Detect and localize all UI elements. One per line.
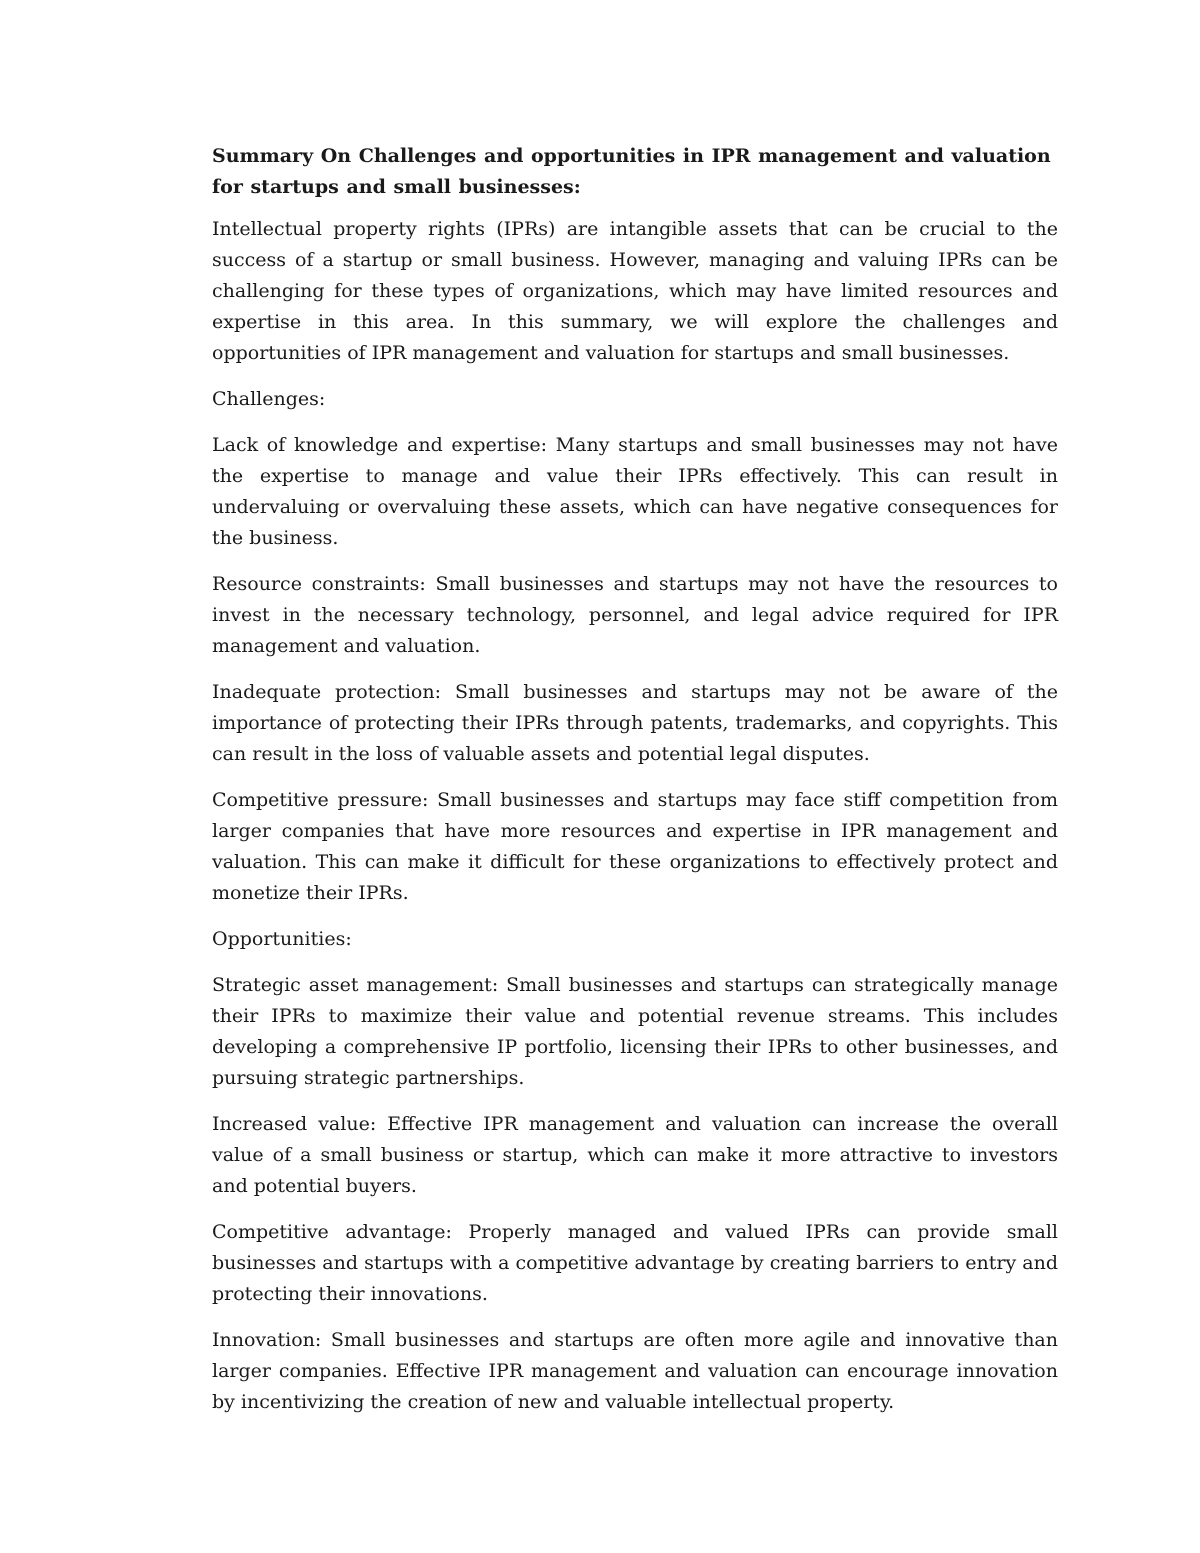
challenge-paragraph: Competitive pressure: Small businesses and startups may face stiff competition from larger companies that have more resources and expertise in IPR management and valuation. This can make it difficult for these organizations to effectively protect and monetize their IPRs. xyxy=(212,789,1058,904)
document-title: Summary On Challenges and opportunities in IPR management and valuation for startups and small businesses: xyxy=(212,145,1051,198)
challenges-heading: Challenges: xyxy=(212,388,326,410)
opportunity-paragraph: Strategic asset management: Small businesses and startups can strategically manage their IPRs to maximize their value and potential revenue streams. This includes developing a comprehensive IP portfolio, licensing their IPRs to other businesses, and pursuing strategic partnerships. xyxy=(212,974,1058,1089)
challenge-paragraph: Resource constraints: Small businesses and startups may not have the resources to invest in the necessary technology, personnel, and legal advice required for IPR management and valuation. xyxy=(212,573,1058,657)
opportunities-heading: Opportunities: xyxy=(212,928,352,950)
intro-paragraph: Intellectual property rights (IPRs) are intangible assets that can be crucial to the success of a startup or small business. However, managing and valuing IPRs can be challenging for these types of organizations, which may have limited resources and expertise in this area. In this summary, we will explore the challenges and opportunities of IPR management and valuation for startups and small businesses. xyxy=(212,218,1058,364)
opportunity-paragraph: Innovation: Small businesses and startups are often more agile and innovative than larger companies. Effective IPR management and valuation can encourage innovation by incentivizing the creation of new and valuable intellectual property. xyxy=(212,1329,1058,1413)
challenge-paragraph: Lack of knowledge and expertise: Many startups and small businesses may not have the expertise to manage and value their IPRs effectively. This can result in undervaluing or overvaluing these assets, which can have negative consequences for the business. xyxy=(212,434,1058,549)
document-page xyxy=(212,141,1058,1418)
opportunity-paragraph: Competitive advantage: Properly managed and valued IPRs can provide small businesses and startups with a competitive advantage by creating barriers to entry and protecting their innovations. xyxy=(212,1221,1058,1305)
opportunity-paragraph: Increased value: Effective IPR management and valuation can increase the overall value of a small business or startup, which can make it more attractive to investors and potential buyers. xyxy=(212,1113,1058,1197)
challenge-paragraph: Inadequate protection: Small businesses and startups may not be aware of the importance of protecting their IPRs through patents, trademarks, and copyrights. This can result in the loss of valuable assets and potential legal disputes. xyxy=(212,681,1058,765)
